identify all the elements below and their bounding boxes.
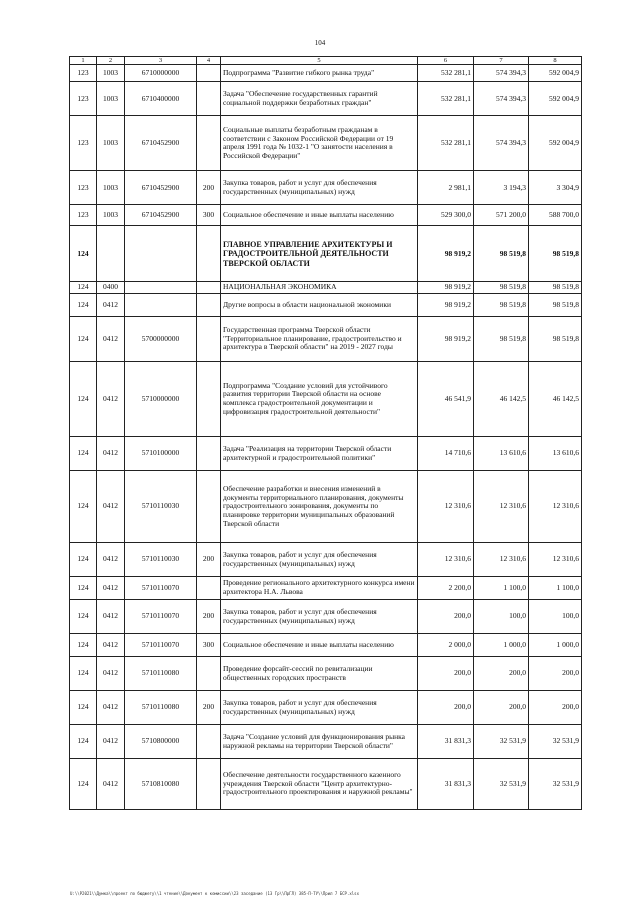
item-name: Задача "Создание условий для функционирования рынка наружной рекламы на территории Тверской области" [221, 725, 418, 759]
amount-year-1: 2 981,1 [418, 171, 474, 205]
code-expense [197, 471, 221, 543]
code-admin: 123 [70, 65, 97, 82]
table-row [70, 171, 582, 205]
code-admin: 123 [70, 171, 97, 205]
code-section: 0412 [97, 759, 125, 810]
code-section: 0412 [97, 294, 125, 317]
item-name: Подпрограмма "Создание условий для устойчивого развития территории Тверской области на основе комплекса градостроительной документации и цифровизация градостроительной деятельности" [221, 362, 418, 437]
code-expense [197, 437, 221, 471]
amount-year-2: 200,0 [474, 657, 529, 691]
code-admin: 124 [70, 226, 97, 282]
item-name: Социальное обеспечение и иные выплаты населению [221, 205, 418, 226]
table-row [70, 543, 582, 577]
table-row [70, 471, 582, 543]
item-name: Закупка товаров, работ и услуг для обеспечения государственных (муниципальных) нужд [221, 543, 418, 577]
table-row [70, 657, 582, 691]
code-section: 0412 [97, 725, 125, 759]
amount-year-2: 1 100,0 [474, 577, 529, 600]
code-target: 5710110070 [125, 634, 197, 657]
item-name: Другие вопросы в области национальной экономики [221, 294, 418, 317]
amount-year-3: 200,0 [529, 691, 582, 725]
code-section: 1003 [97, 205, 125, 226]
amount-year-2: 98 519,8 [474, 317, 529, 362]
code-section: 0400 [97, 282, 125, 294]
code-expense [197, 759, 221, 810]
table-row [70, 759, 582, 810]
item-name: НАЦИОНАЛЬНАЯ ЭКОНОМИКА [221, 282, 418, 294]
amount-year-1: 12 310,6 [418, 471, 474, 543]
code-expense: 200 [197, 691, 221, 725]
column-number: 1 [70, 57, 97, 65]
code-admin: 124 [70, 634, 97, 657]
item-name: Закупка товаров, работ и услуг для обеспечения государственных (муниципальных) нужд [221, 171, 418, 205]
code-target [125, 294, 197, 317]
code-expense [197, 657, 221, 691]
table-row [70, 226, 582, 282]
code-admin: 124 [70, 294, 97, 317]
amount-year-2: 200,0 [474, 691, 529, 725]
code-admin: 124 [70, 657, 97, 691]
code-target: 5710110080 [125, 657, 197, 691]
code-expense [197, 82, 221, 116]
code-section: 0412 [97, 437, 125, 471]
code-target: 6710400000 [125, 82, 197, 116]
code-section: 0412 [97, 577, 125, 600]
table-row [70, 577, 582, 600]
amount-year-1: 532 281,1 [418, 116, 474, 171]
amount-year-2: 32 531,9 [474, 759, 529, 810]
amount-year-3: 588 700,0 [529, 205, 582, 226]
item-name: Государственная программа Тверской области "Территориальное планирование, градостроительство и архитектура в Тверской области" на 2019 - 2027 годы [221, 317, 418, 362]
amount-year-1: 12 310,6 [418, 543, 474, 577]
amount-year-1: 532 281,1 [418, 65, 474, 82]
item-name: Подпрограмма "Развитие гибкого рынка труда" [221, 65, 418, 82]
amount-year-3: 100,0 [529, 600, 582, 634]
amount-year-2: 98 519,8 [474, 226, 529, 282]
table-row [70, 65, 582, 82]
code-expense [197, 725, 221, 759]
code-admin: 124 [70, 577, 97, 600]
amount-year-3: 12 310,6 [529, 471, 582, 543]
code-expense: 300 [197, 634, 221, 657]
table-row [70, 437, 582, 471]
code-expense [197, 65, 221, 82]
amount-year-2: 12 310,6 [474, 471, 529, 543]
amount-year-1: 532 281,1 [418, 82, 474, 116]
amount-year-1: 98 919,2 [418, 226, 474, 282]
column-number: 8 [529, 57, 582, 65]
code-target: 5710110030 [125, 471, 197, 543]
amount-year-1: 2 000,0 [418, 634, 474, 657]
code-expense [197, 282, 221, 294]
code-target [125, 226, 197, 282]
amount-year-1: 14 710,6 [418, 437, 474, 471]
item-name: ГЛАВНОЕ УПРАВЛЕНИЕ АРХИТЕКТУРЫ И ГРАДОСТРОИТЕЛЬНОЙ ДЕЯТЕЛЬНОСТИ ТВЕРСКОЙ ОБЛАСТИ [221, 226, 418, 282]
code-target: 5710110080 [125, 691, 197, 725]
budget-table [69, 56, 582, 810]
amount-year-3: 3 304,9 [529, 171, 582, 205]
code-admin: 124 [70, 691, 97, 725]
code-section: 1003 [97, 171, 125, 205]
item-name: Проведение регионального архитектурного конкурса имени архитектора Н.А. Львова [221, 577, 418, 600]
item-name: Проведение форсайт-сессий по ревитализации общественных городских пространств [221, 657, 418, 691]
code-admin: 123 [70, 82, 97, 116]
amount-year-1: 200,0 [418, 600, 474, 634]
code-expense: 200 [197, 600, 221, 634]
table-row [70, 317, 582, 362]
code-admin: 123 [70, 116, 97, 171]
amount-year-3: 1 000,0 [529, 634, 582, 657]
item-name: Обеспечение разработки и внесения изменений в документы территориального планирования, документы градостроительного зонирования, документы по планировке территории муниципальных образований Тверской области [221, 471, 418, 543]
column-number-row [70, 57, 582, 65]
code-target: 5710810080 [125, 759, 197, 810]
amount-year-2: 574 394,3 [474, 65, 529, 82]
code-target: 5710110030 [125, 543, 197, 577]
code-section: 0412 [97, 362, 125, 437]
amount-year-2: 13 610,6 [474, 437, 529, 471]
amount-year-3: 32 531,9 [529, 725, 582, 759]
table-row [70, 205, 582, 226]
code-admin: 124 [70, 437, 97, 471]
code-expense [197, 226, 221, 282]
item-name: Социальные выплаты безработным гражданам в соответствии с Законом Российской Федерации от 19 апреля 1991 года № 1032-1 "О занятости населения в Российской Федерации" [221, 116, 418, 171]
amount-year-2: 100,0 [474, 600, 529, 634]
code-target: 6710452900 [125, 116, 197, 171]
amount-year-3: 32 531,9 [529, 759, 582, 810]
amount-year-2: 98 519,8 [474, 282, 529, 294]
amount-year-3: 46 142,5 [529, 362, 582, 437]
code-expense [197, 362, 221, 437]
table-row [70, 725, 582, 759]
code-section: 1003 [97, 65, 125, 82]
page-number: 104 [314, 39, 326, 47]
amount-year-2: 3 194,3 [474, 171, 529, 205]
code-admin: 124 [70, 725, 97, 759]
amount-year-1: 46 541,9 [418, 362, 474, 437]
code-target: 6710452900 [125, 205, 197, 226]
amount-year-2: 12 310,6 [474, 543, 529, 577]
table-row [70, 600, 582, 634]
code-section: 0412 [97, 471, 125, 543]
code-target: 5710100000 [125, 437, 197, 471]
amount-year-1: 31 831,3 [418, 725, 474, 759]
table-row [70, 362, 582, 437]
code-section: 0412 [97, 600, 125, 634]
column-number: 3 [125, 57, 197, 65]
code-admin: 124 [70, 362, 97, 437]
code-target: 5710800000 [125, 725, 197, 759]
code-target: 6710452900 [125, 171, 197, 205]
amount-year-1: 31 831,3 [418, 759, 474, 810]
amount-year-3: 1 100,0 [529, 577, 582, 600]
code-admin: 124 [70, 282, 97, 294]
code-target [125, 282, 197, 294]
table-row [70, 294, 582, 317]
code-target: 5710110070 [125, 600, 197, 634]
table-row [70, 282, 582, 294]
amount-year-1: 98 919,2 [418, 317, 474, 362]
item-name: Закупка товаров, работ и услуг для обеспечения государственных (муниципальных) нужд [221, 691, 418, 725]
amount-year-2: 571 200,0 [474, 205, 529, 226]
code-admin: 124 [70, 317, 97, 362]
column-number: 4 [197, 57, 221, 65]
code-expense: 200 [197, 543, 221, 577]
code-section: 0412 [97, 657, 125, 691]
amount-year-2: 574 394,3 [474, 116, 529, 171]
code-section: 0412 [97, 634, 125, 657]
item-name: Закупка товаров, работ и услуг для обеспечения государственных (муниципальных) нужд [221, 600, 418, 634]
amount-year-2: 1 000,0 [474, 634, 529, 657]
code-expense [197, 577, 221, 600]
code-target: 6710000000 [125, 65, 197, 82]
amount-year-1: 2 200,0 [418, 577, 474, 600]
amount-year-1: 529 300,0 [418, 205, 474, 226]
code-expense [197, 294, 221, 317]
column-number: 6 [418, 57, 474, 65]
amount-year-3: 13 610,6 [529, 437, 582, 471]
column-number: 7 [474, 57, 529, 65]
code-admin: 124 [70, 471, 97, 543]
code-target: 5700000000 [125, 317, 197, 362]
item-name: Задача "Обеспечение государственных гарантий социальной поддержки безработных граждан" [221, 82, 418, 116]
table-row [70, 691, 582, 725]
item-name: Обеспечение деятельности государственного казенного учреждения Тверской области "Центр архитектурно-градостроительного проектирования и наружной рекламы" [221, 759, 418, 810]
amount-year-3: 12 310,6 [529, 543, 582, 577]
amount-year-3: 98 519,8 [529, 294, 582, 317]
code-expense: 200 [197, 171, 221, 205]
code-section: 0412 [97, 691, 125, 725]
amount-year-1: 200,0 [418, 691, 474, 725]
amount-year-3: 98 519,8 [529, 317, 582, 362]
code-section: 1003 [97, 116, 125, 171]
code-section [97, 226, 125, 282]
amount-year-2: 98 519,8 [474, 294, 529, 317]
table-row [70, 634, 582, 657]
column-number: 2 [97, 57, 125, 65]
code-admin: 124 [70, 759, 97, 810]
amount-year-2: 32 531,9 [474, 725, 529, 759]
column-number: 5 [221, 57, 418, 65]
amount-year-3: 592 004,9 [529, 82, 582, 116]
code-admin: 124 [70, 543, 97, 577]
amount-year-3: 592 004,9 [529, 116, 582, 171]
file-path-footer: U:\\Р2021\\Думка\\проект по бюджету\\1 чтение\\Документ к комиссии\\23 заседание (13 Гр\\ПрГЛ) 385-П-ТУ\\Прил 7 БСР.xlsx [70, 891, 359, 896]
code-section: 0412 [97, 317, 125, 362]
amount-year-3: 200,0 [529, 657, 582, 691]
code-expense: 300 [197, 205, 221, 226]
item-name: Задача "Реализация на территории Тверской области архитектурной и градостроительной политики" [221, 437, 418, 471]
code-section: 1003 [97, 82, 125, 116]
amount-year-3: 592 004,9 [529, 65, 582, 82]
table-row [70, 82, 582, 116]
code-target: 5710110070 [125, 577, 197, 600]
code-section: 0412 [97, 543, 125, 577]
amount-year-1: 200,0 [418, 657, 474, 691]
amount-year-2: 574 394,3 [474, 82, 529, 116]
amount-year-2: 46 142,5 [474, 362, 529, 437]
table-row [70, 116, 582, 171]
amount-year-3: 98 519,8 [529, 282, 582, 294]
code-expense [197, 317, 221, 362]
amount-year-3: 98 519,8 [529, 226, 582, 282]
code-admin: 123 [70, 205, 97, 226]
amount-year-1: 98 919,2 [418, 282, 474, 294]
code-admin: 124 [70, 600, 97, 634]
code-target: 5710000000 [125, 362, 197, 437]
item-name: Социальное обеспечение и иные выплаты населению [221, 634, 418, 657]
code-expense [197, 116, 221, 171]
amount-year-1: 98 919,2 [418, 294, 474, 317]
